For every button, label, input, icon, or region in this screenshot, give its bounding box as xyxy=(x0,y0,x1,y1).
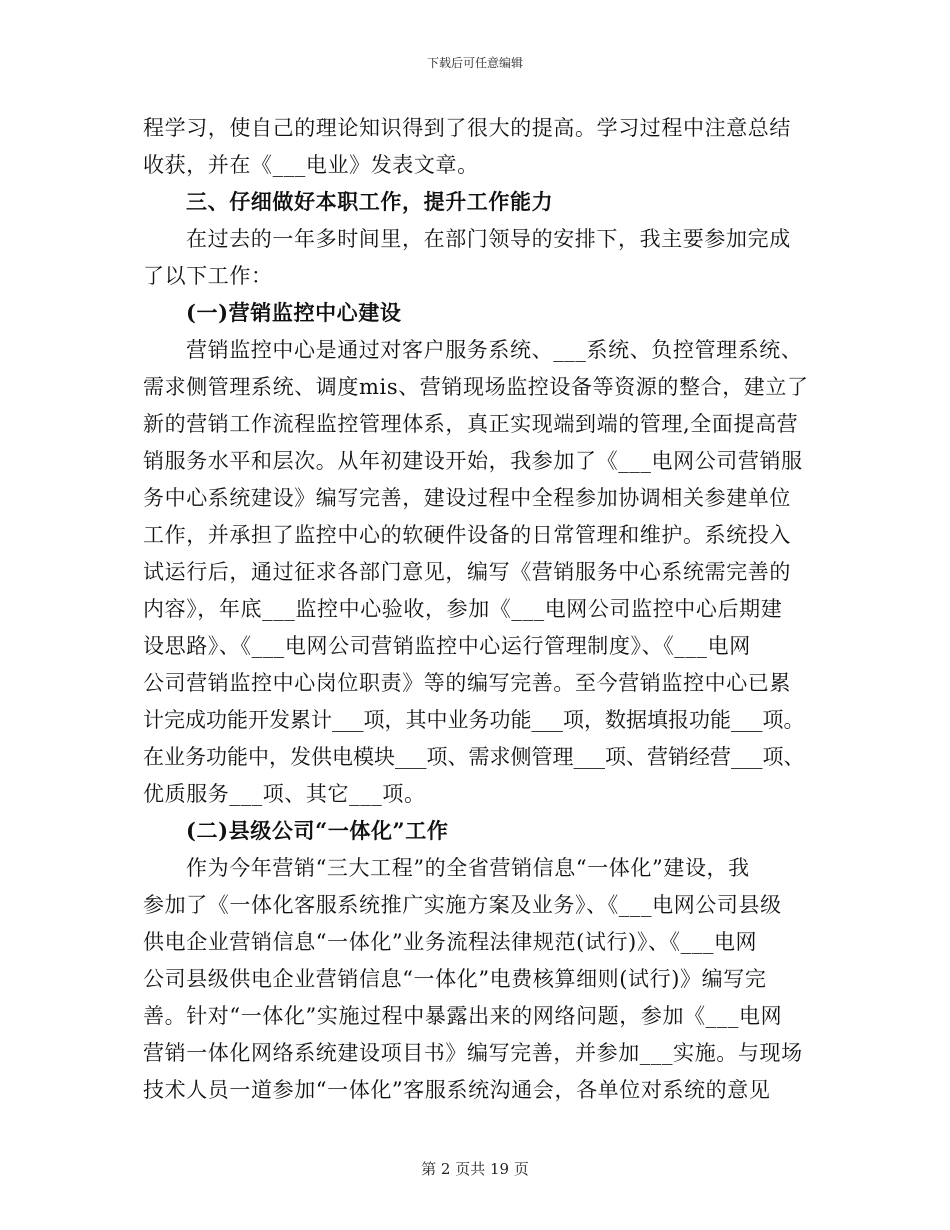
page-footer: 第 2 页共 19 页 xyxy=(421,1160,529,1178)
body-line: 务中心系统建设》编写完善，建设过程中全程参加协调相关参建单位 xyxy=(143,486,791,510)
body-line: 技术人员一道参加“一体化”客服系统沟通会，各单位对系统的意见 xyxy=(143,1078,771,1102)
body-line: 了以下工作： xyxy=(143,264,273,288)
section-heading: 三、仔细做好本职工作，提升工作能力 xyxy=(186,189,554,214)
body-line: 工作，并承担了监控中心的软硬件设备的日常管理和维护。系统投入 xyxy=(143,523,791,547)
body-line: 在业务功能中，发供电模块___项、需求侧管理___项、营销经营___项、 xyxy=(143,745,805,769)
body-line: 收获，并在《___电业》发表文章。 xyxy=(143,153,479,177)
body-line: 销服务水平和层次。从年初建设开始，我参加了《___电网公司营销服 xyxy=(143,449,803,473)
body-line: 程学习，使自己的理论知识得到了很大的提高。学习过程中注意总结 xyxy=(143,116,791,140)
body-line: 需求侧管理系统、调度mis、营销现场监控设备等资源的整合，建立了 xyxy=(143,375,809,399)
body-line: 营销一体化网络系统建设项目书》编写完善，并参加___实施。与现场 xyxy=(143,1041,803,1065)
body-line: 参加了《一体化客服系统推广实施方案及业务》、《___电网公司县级 xyxy=(143,893,782,917)
body-line: 供电企业营销信息“一体化”业务流程法律规范(试行)》、《___电网 xyxy=(143,930,758,954)
body-line: 营销监控中心是通过对客户服务系统、___系统、负控管理系统、 xyxy=(186,338,803,362)
body-line: 在过去的一年多时间里，在部门领导的安排下，我主要参加完成 xyxy=(186,227,791,251)
body-line: 优质服务___项、其它___项。 xyxy=(143,782,426,806)
body-line: 作为今年营销“三大工程”的全省营销信息“一体化”建设，我 xyxy=(186,856,750,880)
subsection-heading: (一)营销监控中心建设 xyxy=(186,300,402,325)
body-line: 公司县级供电企业营销信息“一体化”电费核算细则(试行)》编写完 xyxy=(143,967,767,991)
body-line: 内容》，年底___监控中心验收，参加《___电网公司监控中心后期建 xyxy=(143,597,783,621)
subsection-heading: (二)县级公司“一体化”工作 xyxy=(186,818,449,843)
body-line: 设思路》、《___电网公司营销监控中心运行管理制度》、《___电网 xyxy=(143,634,751,658)
body-line: 新的营销工作流程监控管理体系，真正实现端到端的管理,全面提高营 xyxy=(143,412,799,436)
page-header: 下载后可任意编辑 xyxy=(426,56,523,70)
body-line: 善。针对“一体化”实施过程中暴露出来的网络问题，参加《___电网 xyxy=(143,1004,783,1028)
body-line: 试运行后，通过征求各部门意见，编写《营销服务中心系统需完善的 xyxy=(143,560,791,584)
body-line: 公司营销监控中心岗位职责》等的编写完善。至今营销监控中心已累 xyxy=(143,671,791,695)
body-line: 计完成功能开发累计___项，其中业务功能___项，数据填报功能___项。 xyxy=(143,708,805,732)
